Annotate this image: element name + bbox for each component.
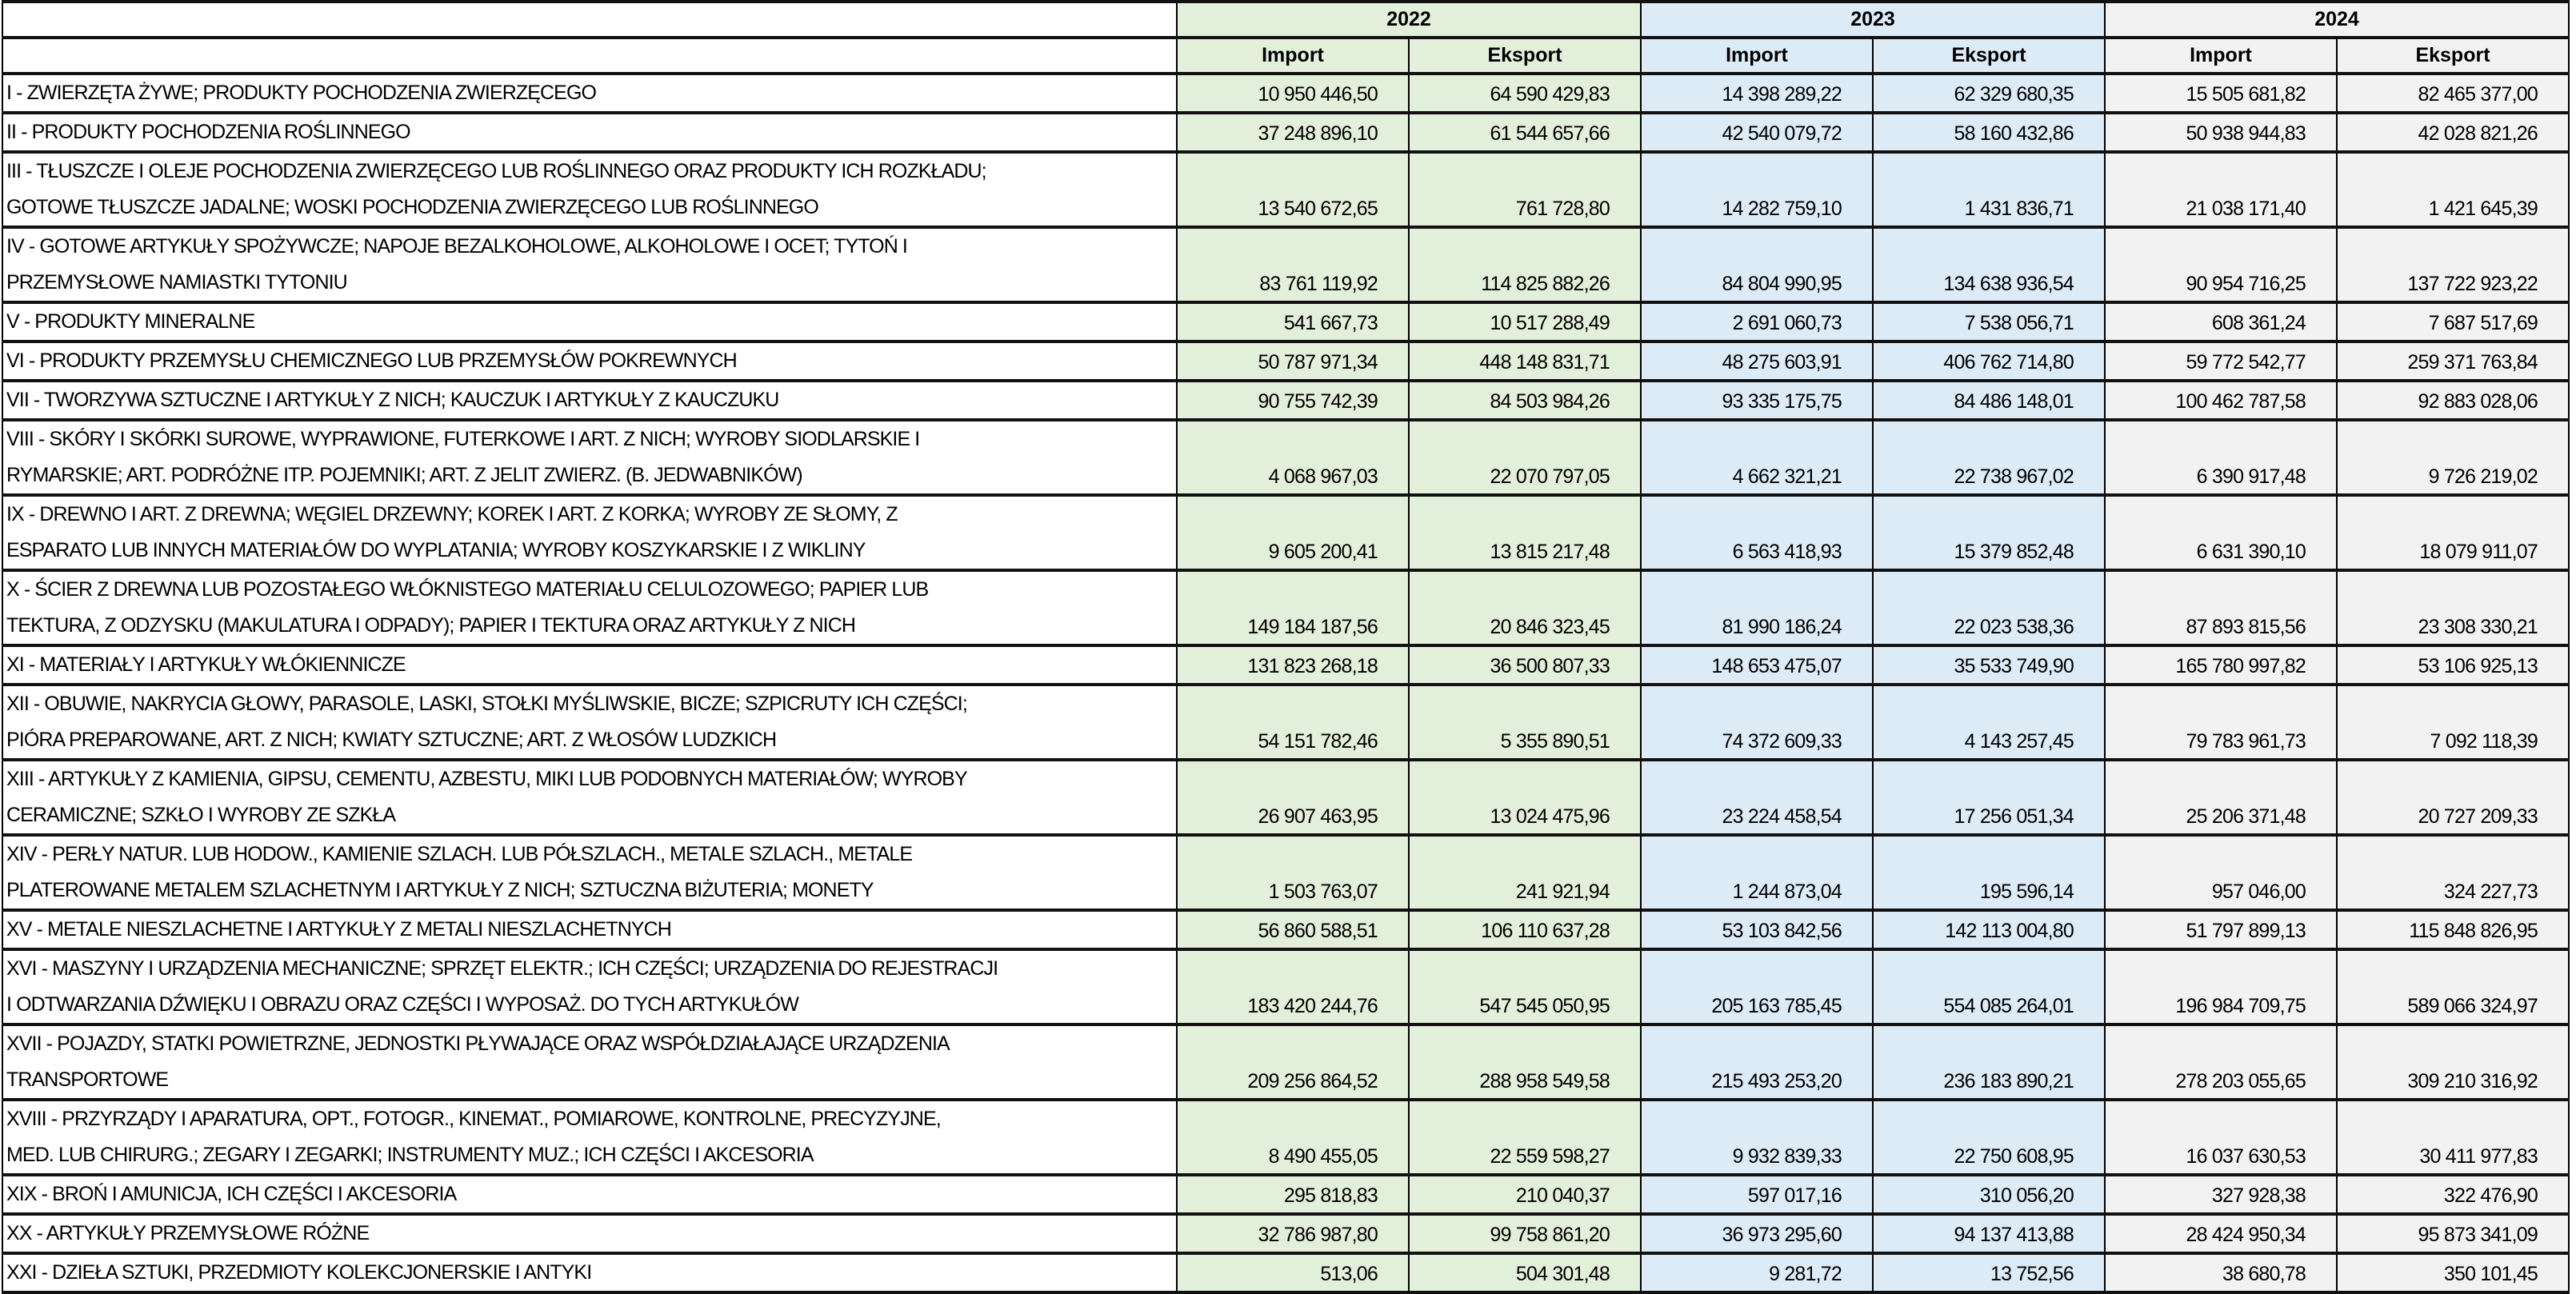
section-label [2,113,1177,152]
value-import-2022: 209 256 864,52 [1177,1024,1409,1100]
value-import-2023: 74 372 609,33 [1641,685,1873,760]
section-label-line: XII - OBUWIE, NAKRYCIA GŁOWY, PARASOLE, LASKI, STOŁKI MYŚLIWSKIE, BICZE; SZPICRUTY ICH CZĘŚCI; [6,693,967,715]
table-row [2,1175,2569,1214]
section-label-line: GOTOWE TŁUSZCZE JADALNE; WOSKI POCHODZENIA ZWIERZĘCEGO LUB ROŚLINNEGO [6,196,818,218]
value-eksport-2023: 22 738 967,02 [1873,420,2105,495]
value-import-2023: 84 804 990,95 [1641,227,1873,302]
value-import-2022: 10 950 446,50 [1177,74,1409,113]
value-eksport-2022: 114 825 882,26 [1409,227,1641,302]
table-row [2,1214,2569,1253]
value-import-2023: 93 335 175,75 [1641,381,1873,420]
value-eksport-2024: 20 727 209,33 [2337,760,2569,835]
value-eksport-2022: 761 728,80 [1409,152,1641,227]
col-header-import-2023: Import [1641,38,1873,74]
value-eksport-2022: 288 958 549,58 [1409,1024,1641,1100]
section-label-line: I - ZWIERZĘTA ŻYWE; PRODUKTY POCHODZENIA ZWIERZĘCEGO [6,82,597,104]
table-row [2,420,2569,495]
table-row [2,1253,2569,1292]
section-label-line: PIÓRA PREPAROWANE, ART. Z NICH; KWIATY SZTUCZNE; ART. Z WŁOSÓW LUDZKICH [6,729,777,751]
value-import-2023: 148 653 475,07 [1641,645,1873,685]
section-label [2,835,1177,910]
value-eksport-2024: 18 079 911,07 [2337,495,2569,570]
table-row [2,302,2569,341]
value-import-2023: 23 224 458,54 [1641,760,1873,835]
section-label-line: X - ŚCIER Z DREWNA LUB POZOSTAŁEGO WŁÓKNISTEGO MATERIAŁU CELULOZOWEGO; PAPIER LUB [6,578,929,601]
value-import-2023: 9 281,72 [1641,1253,1873,1292]
section-label-line: VI - PRODUKTY PRZEMYSŁU CHEMICZNEGO LUB PRZEMYSŁÓW POKREWNYCH [6,349,737,372]
value-eksport-2024: 82 465 377,00 [2337,74,2569,113]
col-header-eksport-2023: Eksport [1873,38,2105,74]
value-import-2024: 6 390 917,48 [2105,420,2337,495]
table-row [2,645,2569,685]
value-eksport-2024: 1 421 645,39 [2337,152,2569,227]
value-eksport-2023: 236 183 890,21 [1873,1024,2105,1100]
value-eksport-2024: 350 101,45 [2337,1253,2569,1292]
value-import-2022: 37 248 896,10 [1177,113,1409,152]
value-eksport-2024: 309 210 316,92 [2337,1024,2569,1100]
table-row [2,495,2569,570]
value-import-2023: 4 662 321,21 [1641,420,1873,495]
value-eksport-2022: 64 590 429,83 [1409,74,1641,113]
table-row [2,1100,2569,1175]
value-eksport-2022: 106 110 637,28 [1409,910,1641,949]
table-row [2,1024,2569,1100]
value-eksport-2023: 15 379 852,48 [1873,495,2105,570]
section-label-line: III - TŁUSZCZE I OLEJE POCHODZENIA ZWIERZĘCEGO LUB ROŚLINNEGO ORAZ PRODUKTY ICH ROZKŁADU; [6,160,986,182]
section-label-line: XVIII - PRZYRZĄDY I APARATURA, OPT., FOTOGR., KINEMAT., POMIAROWE, KONTROLNE, PRECYZYJNE, [6,1108,941,1130]
value-import-2022: 26 907 463,95 [1177,760,1409,835]
corner-cell [2,2,1177,38]
value-import-2022: 4 068 967,03 [1177,420,1409,495]
value-eksport-2022: 22 070 797,05 [1409,420,1641,495]
table-row [2,949,2569,1024]
value-import-2024: 51 797 899,13 [2105,910,2337,949]
year-header-2024: 2024 [2105,2,2569,38]
value-eksport-2024: 259 371 763,84 [2337,341,2569,381]
section-label-line: XIX - BROŃ I AMUNICJA, ICH CZĘŚCI I AKCESORIA [6,1183,457,1205]
value-eksport-2023: 195 596,14 [1873,835,2105,910]
table-row [2,381,2569,420]
value-eksport-2023: 7 538 056,71 [1873,302,2105,341]
value-eksport-2023: 22 023 538,36 [1873,570,2105,645]
value-eksport-2022: 22 559 598,27 [1409,1100,1641,1175]
section-label-line: RYMARSKIE; ART. PODRÓŻNE ITP. POJEMNIKI; ART. Z JELIT ZWIERZ. (B. JEDWABNIKÓW) [6,464,802,486]
value-eksport-2024: 7 687 517,69 [2337,302,2569,341]
value-import-2022: 513,06 [1177,1253,1409,1292]
value-import-2022: 90 755 742,39 [1177,381,1409,420]
value-import-2024: 15 505 681,82 [2105,74,2337,113]
value-eksport-2023: 1 431 836,71 [1873,152,2105,227]
section-label-line: IV - GOTOWE ARTYKUŁY SPOŻYWCZE; NAPOJE BEZALKOHOLOWE, ALKOHOLOWE I OCET; TYTOŃ I [6,235,907,258]
value-eksport-2022: 241 921,94 [1409,835,1641,910]
value-eksport-2022: 504 301,48 [1409,1253,1641,1292]
value-eksport-2023: 94 137 413,88 [1873,1214,2105,1253]
value-import-2023: 36 973 295,60 [1641,1214,1873,1253]
value-eksport-2024: 322 476,90 [2337,1175,2569,1214]
value-import-2024: 327 928,38 [2105,1175,2337,1214]
value-import-2024: 25 206 371,48 [2105,760,2337,835]
section-label-line: ESPARATO LUB INNYCH MATERIAŁÓW DO WYPLATANIA; WYROBY KOSZYKARSKIE I Z WIKLINY [6,539,866,561]
value-eksport-2023: 554 085 264,01 [1873,949,2105,1024]
section-label-line: MED. LUB CHIRURG.; ZEGARY I ZEGARKI; INSTRUMENTY MUZ.; ICH CZĘŚCI I AKCESORIA [6,1144,814,1166]
value-import-2024: 28 424 950,34 [2105,1214,2337,1253]
section-label-line: XVII - POJAZDY, STATKI POWIETRZNE, JEDNOSTKI PŁYWAJĄCE ORAZ WSPÓŁDZIAŁAJĄCE URZĄDZENIA [6,1032,950,1055]
value-eksport-2023: 4 143 257,45 [1873,685,2105,760]
section-label-line: XIII - ARTYKUŁY Z KAMIENIA, GIPSU, CEMENTU, AZBESTU, MIKI LUB PODOBNYCH MATERIAŁÓW; WYROBY [6,768,967,790]
section-label-line: XX - ARTYKUŁY PRZEMYSŁOWE RÓŻNE [6,1222,370,1244]
section-label [2,1100,1177,1175]
value-import-2022: 131 823 268,18 [1177,645,1409,685]
value-eksport-2023: 310 056,20 [1873,1175,2105,1214]
value-eksport-2022: 99 758 861,20 [1409,1214,1641,1253]
value-import-2022: 83 761 119,92 [1177,227,1409,302]
value-import-2022: 13 540 672,65 [1177,152,1409,227]
value-import-2023: 205 163 785,45 [1641,949,1873,1024]
value-eksport-2024: 589 066 324,97 [2337,949,2569,1024]
value-eksport-2024: 9 726 219,02 [2337,420,2569,495]
value-eksport-2022: 61 544 657,66 [1409,113,1641,152]
value-import-2023: 14 282 759,10 [1641,152,1873,227]
table-row [2,910,2569,949]
table-row [2,685,2569,760]
value-import-2022: 1 503 763,07 [1177,835,1409,910]
corner-cell-2 [2,38,1177,74]
value-import-2024: 79 783 961,73 [2105,685,2337,760]
value-eksport-2023: 13 752,56 [1873,1253,2105,1292]
value-import-2023: 81 990 186,24 [1641,570,1873,645]
table-row [2,835,2569,910]
value-eksport-2023: 84 486 148,01 [1873,381,2105,420]
section-label-line: CERAMICZNE; SZKŁO I WYROBY ZE SZKŁA [6,804,396,826]
section-label-line: II - PRODUKTY POCHODZENIA ROŚLINNEGO [6,121,410,143]
value-import-2022: 541 667,73 [1177,302,1409,341]
flow-header-row [2,38,2569,74]
table-row [2,152,2569,227]
value-import-2022: 149 184 187,56 [1177,570,1409,645]
value-import-2023: 215 493 253,20 [1641,1024,1873,1100]
section-label [2,570,1177,645]
value-import-2022: 56 860 588,51 [1177,910,1409,949]
value-eksport-2022: 36 500 807,33 [1409,645,1641,685]
value-eksport-2024: 42 028 821,26 [2337,113,2569,152]
section-label-line: XV - METALE NIESZLACHETNE I ARTYKUŁY Z METALI NIESZLACHETNYCH [6,918,671,941]
section-label [2,420,1177,495]
value-import-2022: 9 605 200,41 [1177,495,1409,570]
value-eksport-2023: 22 750 608,95 [1873,1100,2105,1175]
value-eksport-2022: 13 815 217,48 [1409,495,1641,570]
value-import-2022: 50 787 971,34 [1177,341,1409,381]
table-row [2,113,2569,152]
section-label [2,910,1177,949]
value-import-2024: 165 780 997,82 [2105,645,2337,685]
value-eksport-2023: 58 160 432,86 [1873,113,2105,152]
value-import-2024: 38 680,78 [2105,1253,2337,1292]
value-import-2024: 608 361,24 [2105,302,2337,341]
value-import-2023: 6 563 418,93 [1641,495,1873,570]
value-import-2023: 597 017,16 [1641,1175,1873,1214]
section-label-line: TEKTURA, Z ODZYSKU (MAKULATURA I ODPADY); PAPIER I TEKTURA ORAZ ARTYKUŁY Z NICH [6,614,856,637]
section-label [2,1175,1177,1214]
section-label [2,1024,1177,1100]
section-label [2,949,1177,1024]
section-label-line: XIV - PERŁY NATUR. LUB HODOW., KAMIENIE SZLACH. LUB PÓŁSZLACH., METALE SZLACH., METALE [6,843,913,865]
section-label [2,645,1177,685]
section-label-line: XI - MATERIAŁY I ARTYKUŁY WŁÓKIENNICZE [6,653,406,676]
value-import-2022: 8 490 455,05 [1177,1100,1409,1175]
value-eksport-2024: 23 308 330,21 [2337,570,2569,645]
value-eksport-2023: 142 113 004,80 [1873,910,2105,949]
section-label [2,74,1177,113]
section-label-line: XVI - MASZYNY I URZĄDZENIA MECHANICZNE; SPRZĘT ELEKTR.; ICH CZĘŚCI; URZĄDZENIA DO REJESTRACJI [6,957,998,980]
value-eksport-2024: 137 722 923,22 [2337,227,2569,302]
value-import-2024: 6 631 390,10 [2105,495,2337,570]
value-eksport-2022: 547 545 050,95 [1409,949,1641,1024]
table-row [2,760,2569,835]
col-header-import-2022: Import [1177,38,1409,74]
value-import-2024: 16 037 630,53 [2105,1100,2337,1175]
section-label-line: XXI - DZIEŁA SZTUKI, PRZEDMIOTY KOLEKCJONERSKIE I ANTYKI [6,1261,592,1284]
value-eksport-2022: 13 024 475,96 [1409,760,1641,835]
col-header-eksport-2024: Eksport [2337,38,2569,74]
section-label [2,1214,1177,1253]
value-eksport-2023: 35 533 749,90 [1873,645,2105,685]
trade-table [2,0,2570,1294]
value-eksport-2022: 448 148 831,71 [1409,341,1641,381]
value-import-2024: 59 772 542,77 [2105,341,2337,381]
section-label-line: V - PRODUKTY MINERALNE [6,310,255,333]
value-eksport-2022: 10 517 288,49 [1409,302,1641,341]
value-eksport-2024: 92 883 028,06 [2337,381,2569,420]
value-eksport-2024: 53 106 925,13 [2337,645,2569,685]
table-row [2,227,2569,302]
value-import-2023: 48 275 603,91 [1641,341,1873,381]
value-import-2024: 196 984 709,75 [2105,949,2337,1024]
value-import-2024: 21 038 171,40 [2105,152,2337,227]
section-label-line: TRANSPORTOWE [6,1068,169,1091]
table-row [2,341,2569,381]
section-label [2,341,1177,381]
value-eksport-2022: 5 355 890,51 [1409,685,1641,760]
value-import-2022: 295 818,83 [1177,1175,1409,1214]
table-row [2,74,2569,113]
section-label-line: PRZEMYSŁOWE NAMIASTKI TYTONIU [6,271,347,294]
value-eksport-2023: 134 638 936,54 [1873,227,2105,302]
value-import-2023: 53 103 842,56 [1641,910,1873,949]
section-label [2,1253,1177,1292]
value-import-2023: 1 244 873,04 [1641,835,1873,910]
value-import-2024: 957 046,00 [2105,835,2337,910]
value-eksport-2024: 95 873 341,09 [2337,1214,2569,1253]
section-label [2,685,1177,760]
value-eksport-2024: 115 848 826,95 [2337,910,2569,949]
value-eksport-2022: 84 503 984,26 [1409,381,1641,420]
year-header-row [2,2,2569,38]
section-label-line: VIII - SKÓRY I SKÓRKI SUROWE, WYPRAWIONE, FUTERKOWE I ART. Z NICH; WYROBY SIODLARSKIE I [6,428,920,450]
section-label [2,760,1177,835]
table-body [2,74,2569,1292]
value-eksport-2023: 406 762 714,80 [1873,341,2105,381]
value-import-2024: 278 203 055,65 [2105,1024,2337,1100]
section-label-line: IX - DREWNO I ART. Z DREWNA; WĘGIEL DRZEWNY; KOREK I ART. Z KORKA; WYROBY ZE SŁOMY, Z [6,503,898,525]
section-label [2,302,1177,341]
section-label [2,381,1177,420]
section-label [2,152,1177,227]
value-import-2023: 2 691 060,73 [1641,302,1873,341]
col-header-import-2024: Import [2105,38,2337,74]
section-label [2,495,1177,570]
value-import-2022: 54 151 782,46 [1177,685,1409,760]
year-header-2022: 2022 [1177,2,1641,38]
value-eksport-2022: 210 040,37 [1409,1175,1641,1214]
value-import-2023: 42 540 079,72 [1641,113,1873,152]
value-eksport-2022: 20 846 323,45 [1409,570,1641,645]
year-header-2023: 2023 [1641,2,2105,38]
value-import-2022: 183 420 244,76 [1177,949,1409,1024]
table-row [2,570,2569,645]
value-import-2023: 9 932 839,33 [1641,1100,1873,1175]
value-import-2024: 50 938 944,83 [2105,113,2337,152]
col-header-eksport-2022: Eksport [1409,38,1641,74]
value-eksport-2023: 62 329 680,35 [1873,74,2105,113]
value-import-2023: 14 398 289,22 [1641,74,1873,113]
section-label-line: VII - TWORZYWA SZTUCZNE I ARTYKUŁY Z NICH; KAUCZUK I ARTYKUŁY Z KAUCZUKU [6,389,779,411]
value-eksport-2024: 30 411 977,83 [2337,1100,2569,1175]
value-import-2024: 90 954 716,25 [2105,227,2337,302]
section-label [2,227,1177,302]
section-label-line: PLATEROWANE METALEM SZLACHETNYM I ARTYKUŁY Z NICH; SZTUCZNA BIŻUTERIA; MONETY [6,879,874,901]
value-eksport-2023: 17 256 051,34 [1873,760,2105,835]
value-import-2024: 100 462 787,58 [2105,381,2337,420]
value-import-2022: 32 786 987,80 [1177,1214,1409,1253]
section-label-line: I ODTWARZANIA DŹWIĘKU I OBRAZU ORAZ CZĘŚCI I WYPOSAŻ. DO TYCH ARTYKUŁÓW [6,993,798,1016]
value-eksport-2024: 7 092 118,39 [2337,685,2569,760]
value-import-2024: 87 893 815,56 [2105,570,2337,645]
value-eksport-2024: 324 227,73 [2337,835,2569,910]
